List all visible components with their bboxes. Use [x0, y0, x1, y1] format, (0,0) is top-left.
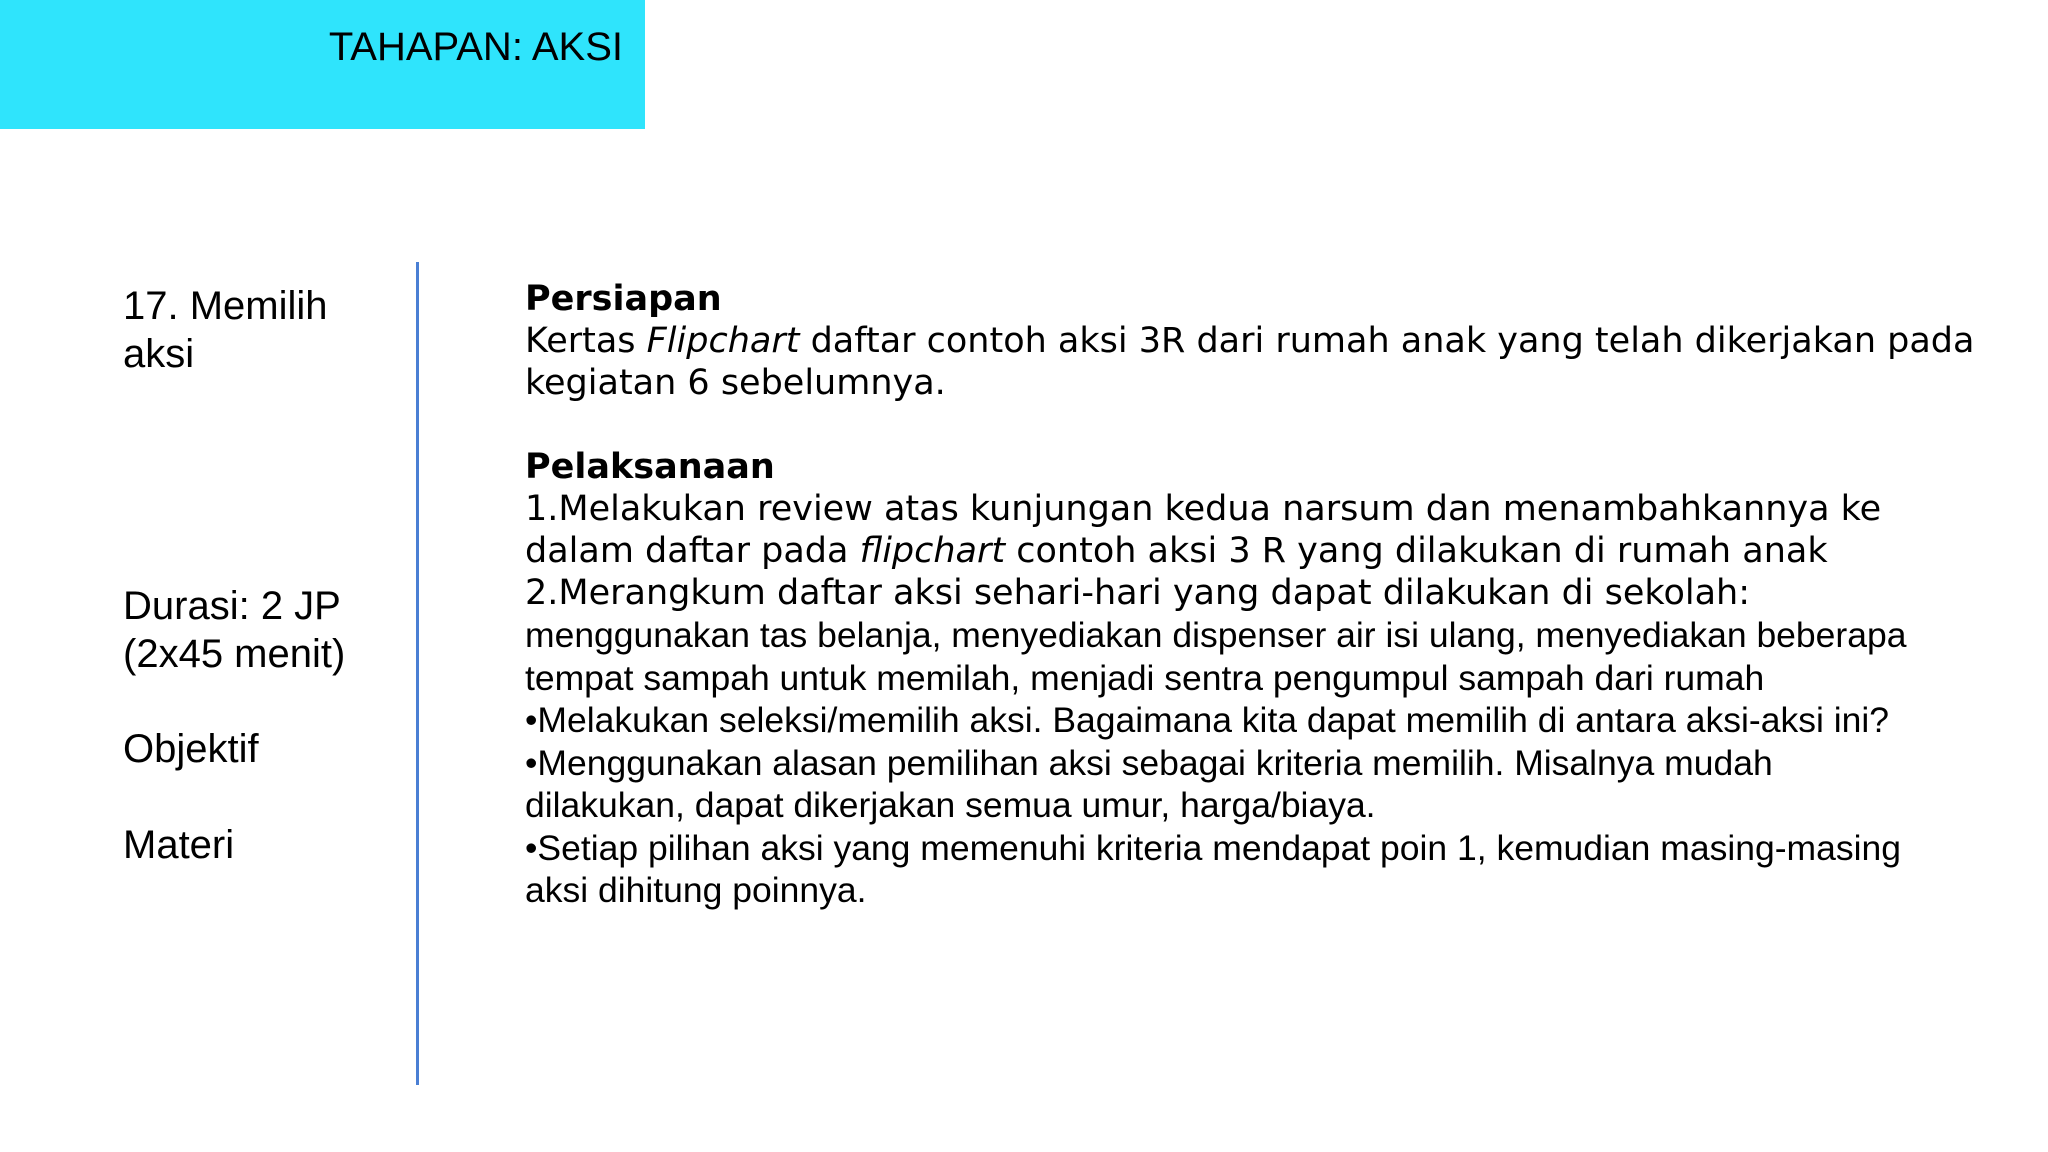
objective-label: Objektif	[123, 727, 259, 771]
content-panel	[525, 278, 2005, 912]
item2-line1: 2.Merangkum daftar aksi sehari-hari yang dapat dilakukan di sekolah:	[525, 573, 1750, 613]
item2-line3: tempat sampah untuk memilah, menjadi sentra pengumpul sampah dari rumah	[525, 657, 1765, 698]
step-title-line2: aksi	[123, 332, 195, 376]
implementation-section	[525, 446, 2005, 614]
page-title: TAHAPAN: AKSI	[328, 25, 623, 69]
preparation-heading: Persiapan	[525, 279, 722, 319]
duration-line2: (2x45 menit)	[123, 632, 346, 676]
item1-line1: 1.Melakukan review atas kunjungan kedua narsum dan menambahkannya ke	[525, 489, 1882, 529]
vertical-divider	[416, 262, 419, 1085]
item1-line2-italic: flipchart	[859, 531, 1006, 571]
material-label: Materi	[123, 823, 235, 867]
step-sidebar	[123, 282, 393, 869]
preparation-text-italic: Flipchart	[646, 321, 800, 361]
item1-line2-before: dalam daftar pada	[525, 531, 860, 571]
preparation-text-after: daftar contoh aksi 3R dari rumah anak yang telah dikerjakan pada	[799, 321, 1975, 361]
bullet2-line2: dilakukan, dapat dikerjakan semua umur, harga/biaya.	[525, 785, 1376, 825]
implementation-heading: Pelaksanaan	[525, 447, 775, 487]
section-gap	[525, 404, 2005, 446]
preparation-text-line1	[525, 320, 2005, 362]
bullet1: •Melakukan seleksi/memilih aksi. Bagaimana kita dapat memilih di antara aksi-aksi ini?	[525, 700, 1889, 740]
item1-line2-after: contoh aksi 3 R yang dilakukan di rumah anak	[1005, 531, 1828, 571]
bullet2-line1: •Menggunakan alasan pemilihan aksi sebagai kriteria memilih. Misalnya mudah	[525, 742, 1773, 783]
implementation-details	[525, 614, 2005, 912]
preparation-section	[525, 278, 2005, 404]
item2-line2: menggunakan tas belanja, menyediakan dispenser air isi ulang, menyediakan beberapa	[525, 615, 1907, 655]
preparation-text-before: Kertas	[525, 321, 647, 361]
duration-line1: Durasi: 2 JP	[123, 584, 341, 628]
preparation-text-line2: kegiatan 6 sebelumnya.	[525, 363, 946, 403]
step-title	[123, 282, 393, 582]
item1-line2	[525, 530, 2005, 572]
bullet3-line2: aksi dihitung poinnya.	[525, 870, 867, 910]
step-title-line1: 17. Memilih	[123, 284, 328, 328]
header-banner	[0, 0, 645, 129]
bullet3-line1: •Setiap pilihan aksi yang memenuhi kriteria mendapat poin 1, kemudian masing-masing	[525, 827, 1901, 868]
